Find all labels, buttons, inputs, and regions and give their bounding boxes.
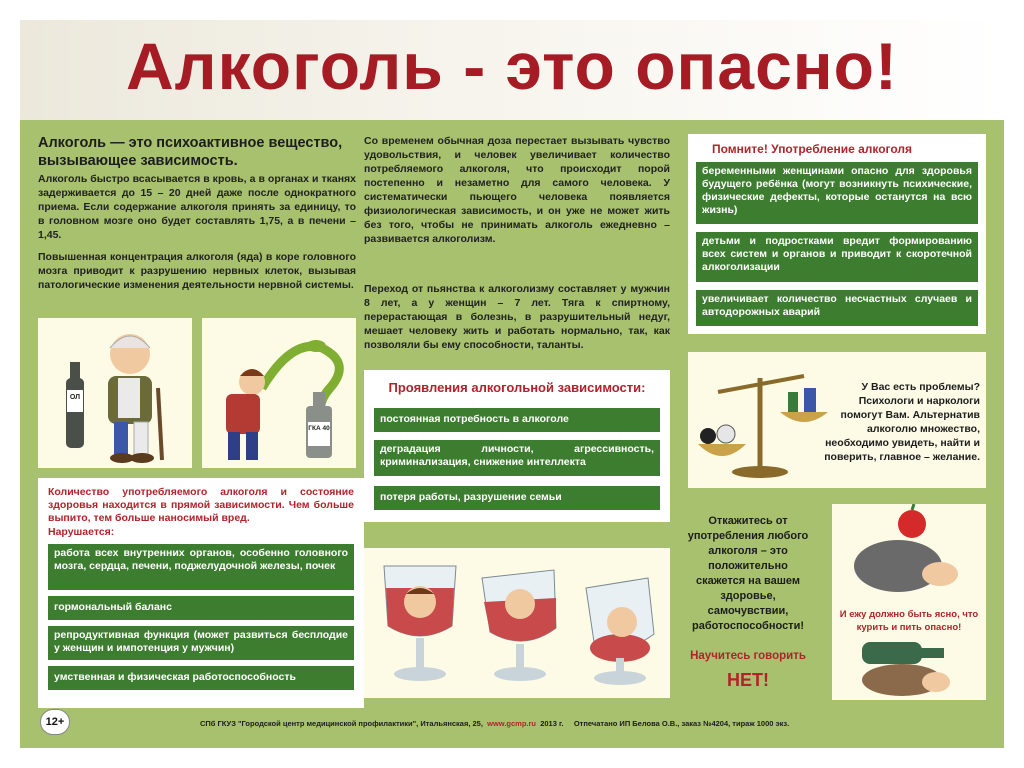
footer-print: Отпечатано ИП Белова О.В., заказ №4204, тираж 1000 экз. (573, 719, 790, 728)
say-text: Научитесь говорить (690, 650, 806, 662)
damage-item: работа всех внутренних органов, особенно головного мозга, сердца, печени, поджелудочной железы, почек (48, 544, 354, 590)
footer-url[interactable]: www.gcmp.ru (487, 719, 537, 728)
manifestations-heading: Проявления алкогольной зависимости: (388, 380, 646, 395)
header (20, 20, 1004, 120)
hedgehog-icon (832, 504, 986, 700)
manifestations-panel (364, 370, 670, 522)
snake-man-icon (202, 318, 356, 468)
damage-item: умственная и физическая работоспособность (48, 666, 354, 690)
footer-year: 2013 г. (540, 719, 564, 728)
remember-item: беременными женщинами опасно для здоровья будущего ребёнка (могут возникнуть психические, физические дефекты, которые останутся на всю жизнь) (696, 162, 978, 224)
help-text: У Вас есть проблемы? Психологи и наркологи помогут Вам. Альтернатив алкоголю множество, необходимо увидеть, найти и поверить, главное – желание. (824, 381, 980, 463)
refuse-text: Откажитесь от употребления любого алкоголя – это положительно скажется на вашем здоровье, самочувствии, работоспособности! (687, 515, 809, 632)
manifestation-item: постоянная потребность в алкоголе (374, 408, 660, 432)
footer (200, 719, 789, 728)
remember-item: увеличивает количество несчастных случаев и автодорожных аварий (696, 290, 978, 326)
help-panel (688, 352, 986, 488)
footer-org: СПб ГКУЗ "Городской центр медицинской профилактики", Итальянская, 25, (200, 719, 483, 728)
hedgehog-panel (832, 504, 986, 700)
damage-item: гормональный баланс (48, 596, 354, 620)
illustration-drunk-man (38, 318, 192, 468)
remember-item: детьми и подростками вредит формированию всех систем и органов и приводит к скоротечной алкоголизации (696, 232, 978, 282)
remember-panel (688, 134, 986, 334)
hedgehog-text: И ежу должно быть ясно, что курить и пить опасно! (839, 609, 979, 633)
manifestation-item: потеря работы, разрушение семьи (374, 486, 660, 510)
intro-heading: Алкоголь — это психоактивное вещество, вызывающее зависимость. (38, 135, 343, 169)
age-badge: 12+ (40, 709, 70, 735)
illustration-glasses (364, 548, 670, 698)
brain-paragraph: Повышенная концентрация алкоголя (яда) в коре головного мозга приводит к разрушению нервных клеток, вызывая патологические изменения деятельности нервной системы. (38, 251, 356, 291)
bottle2-label: ГКА 40 (308, 425, 330, 432)
damage-panel (38, 478, 364, 708)
no-text: НЕТ! (727, 670, 769, 690)
manifestation-item: деградация личности, агрессивность, криминализация, снижение интеллекта (374, 440, 660, 476)
glasses-icon (364, 548, 670, 698)
addiction-paragraph: Со временем обычная доза перестает вызывать чувство удовольствия, и человек увеличивает количество потребляемого алкоголя, что происходит порой постепенно и незаметно для самого человека. У систематически пьющего человека появляется физиологическая зависимость, и он уже не может жить без того, чтобы не принимать алкоголь ежедневно – развивается алкоголизм. (364, 135, 670, 245)
remember-heading: Помните! Употребление алкоголя (712, 142, 913, 156)
illustration-snake-man (202, 318, 356, 468)
damage-intro: Количество употребляемого алкоголя и состояние здоровья находится в прямой зависимости. Чем больше выпито, тем больше наносимый вред. (48, 486, 354, 524)
bottle-label: ОЛ (69, 394, 81, 401)
page-title: Алкоголь - это опасно! (126, 29, 898, 103)
intro-paragraph: Алкоголь быстро всасывается в кровь, а в органах и тканях задерживается до 15 – 20 дней даже после однократного приема. Если содержание алкоголя принять за единицу, то в головном мозге оно будет составлять 1,75, а в печени – 1,45. (38, 173, 356, 241)
poster (20, 20, 1004, 748)
damage-item: репродуктивная функция (может развиться бесплодие у женщин и импотенция у мужчин) (48, 626, 354, 660)
transition-paragraph: Переход от пьянства к алкоголизму составляет у мужчин 8 лет, а у женщин – 7 лет. Тяга к спиртному, перерастающая в болезнь, в разрушительный недуг, мешает человеку жить и работать нормально, так, как позволяли бы ему способности, таланты. (364, 283, 670, 351)
drunk-man-icon (38, 318, 192, 468)
damage-heading: Нарушается: (48, 526, 115, 538)
